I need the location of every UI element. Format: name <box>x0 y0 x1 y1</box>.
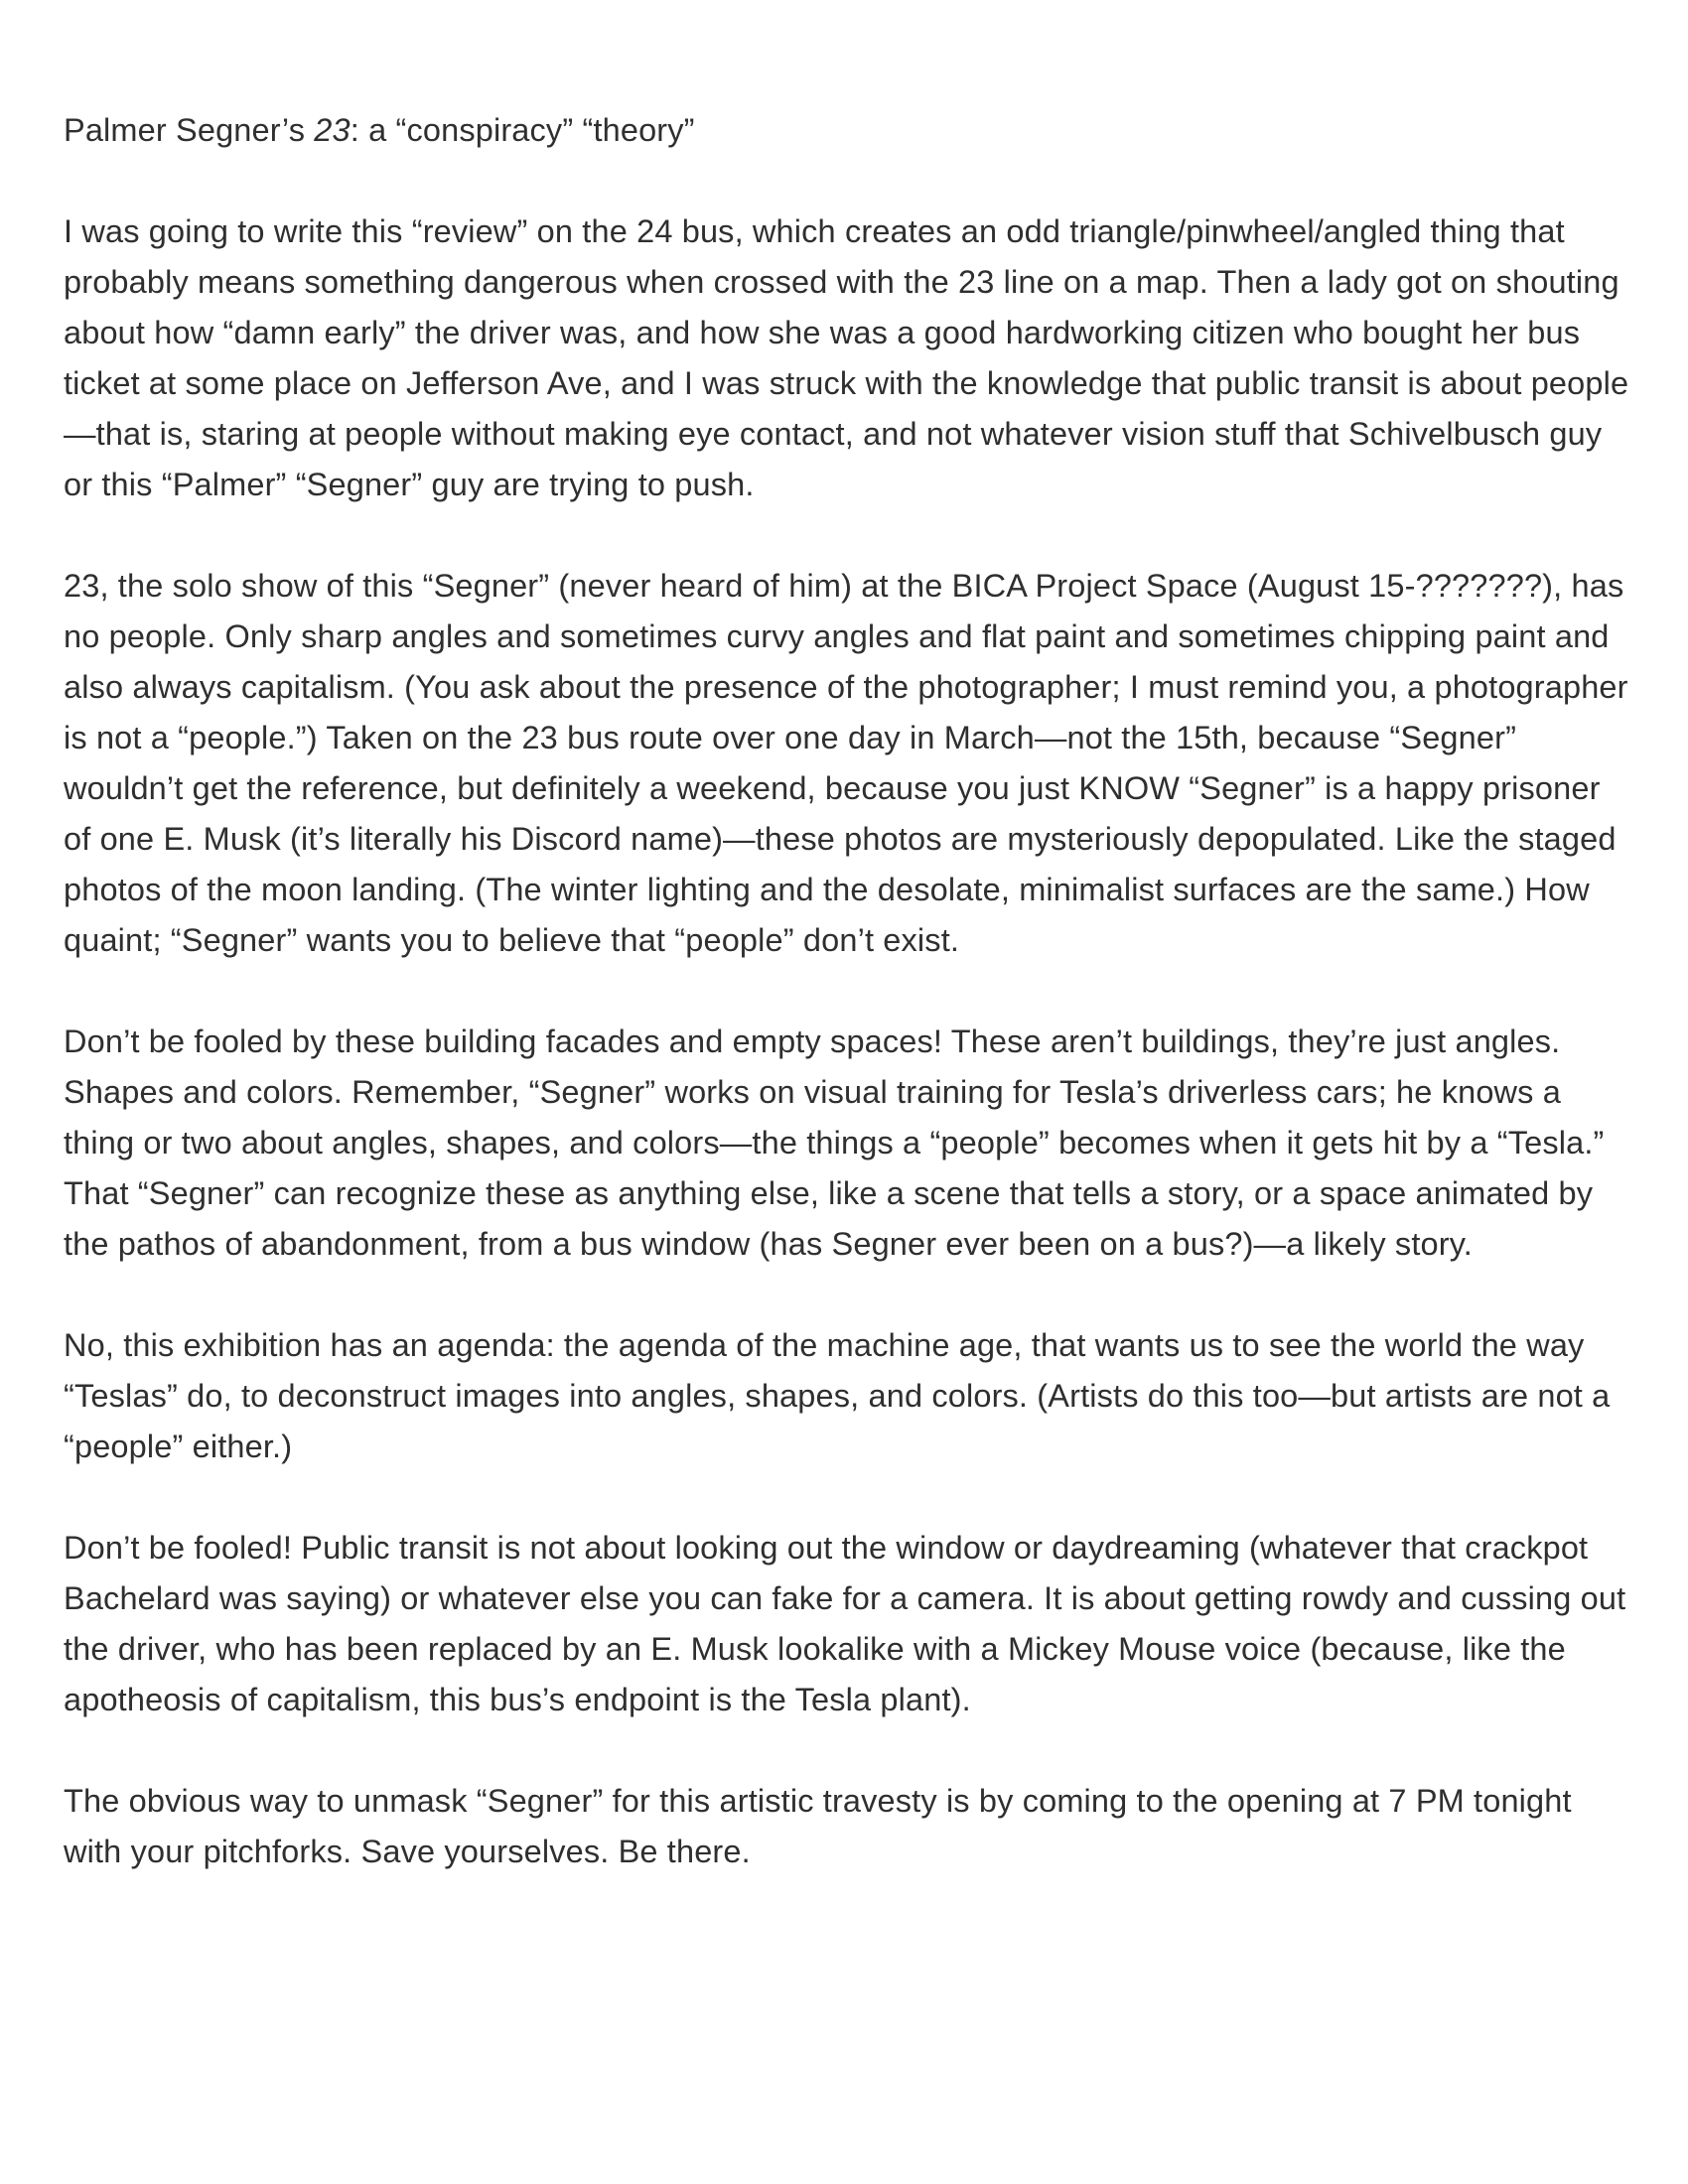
paragraph-4: No, this exhibition has an agenda: the agenda of the machine age, that wants us to see the world the way “Teslas” do, to deconstruct images into angles, shapes, and colors. (Artists do this too—but artists are not a “people” either.) <box>64 1327 1611 1464</box>
paragraph-2: 23, the solo show of this “Segner” (never heard of him) at the BICA Project Space (August 15-???????), has no people. Only sharp angles and sometimes curvy angles and flat paint and sometimes chipping paint and also always capitalism. (You ask about the presence of the photographer; I must remind you, a photographer is not a “people.”) Taken on the 23 bus route over one day in March—not the 15th, because “Segner” wouldn’t get the reference, but definitely a weekend, because you just KNOW “Segner” is a happy prisoner of one E. Musk (it’s literally his Discord name)—these photos are mysteriously depopulated. Like the staged photos of the moon landing. (The winter lighting and the desolate, minimalist surfaces are the same.) How quaint; “Segner” wants you to believe that “people” don’t exist. <box>64 568 1628 958</box>
title-suffix: : a “conspiracy” “theory” <box>350 112 695 148</box>
paragraph-1: I was going to write this “review” on the 24 bus, which creates an odd triangle/pinwheel/angled thing that probably means something dangerous when crossed with the 23 line on a map. Then a lady got on shouting about how “damn early” the driver was, and how she was a good hardworking citizen who bought her bus ticket at some place on Jefferson Ave, and I was struck with the knowledge that public transit is about people—that is, staring at people without making eye contact, and not whatever vision stuff that Schivelbusch guy or this “Palmer” “Segner” guy are trying to push. <box>64 213 1629 502</box>
paragraph-5: Don’t be fooled! Public transit is not about looking out the window or daydreaming (whatever that crackpot Bachelard was saying) or whatever else you can fake for a camera. It is about getting rowdy and cussing out the driver, who has been replaced by an E. Musk lookalike with a Mickey Mouse voice (because, like the apotheosis of capitalism, this bus’s endpoint is the Tesla plant). <box>64 1530 1626 1717</box>
title-prefix: Palmer Segner’s <box>64 112 315 148</box>
paragraph-6: The obvious way to unmask “Segner” for this artistic travesty is by coming to the opening at 7 PM tonight with your pitchforks. Save yourselves. Be there. <box>64 1783 1572 1869</box>
title-italic-23: 23 <box>314 112 351 148</box>
paragraph-3: Don’t be fooled by these building facades and empty spaces! These aren’t buildings, they’re just angles. Shapes and colors. Remember, “Segner” works on visual training for Tesla’s driverless cars; he knows a thing or two about angles, shapes, and colors—the things a “people” becomes when it gets hit by a “Tesla.” That “Segner” can recognize these as anything else, like a scene that tells a story, or a space animated by the pathos of abandonment, from a bus window (has Segner ever been on a bus?)—a likely story. <box>64 1024 1605 1262</box>
document-page <box>64 105 1632 1928</box>
document-title <box>64 105 1632 156</box>
